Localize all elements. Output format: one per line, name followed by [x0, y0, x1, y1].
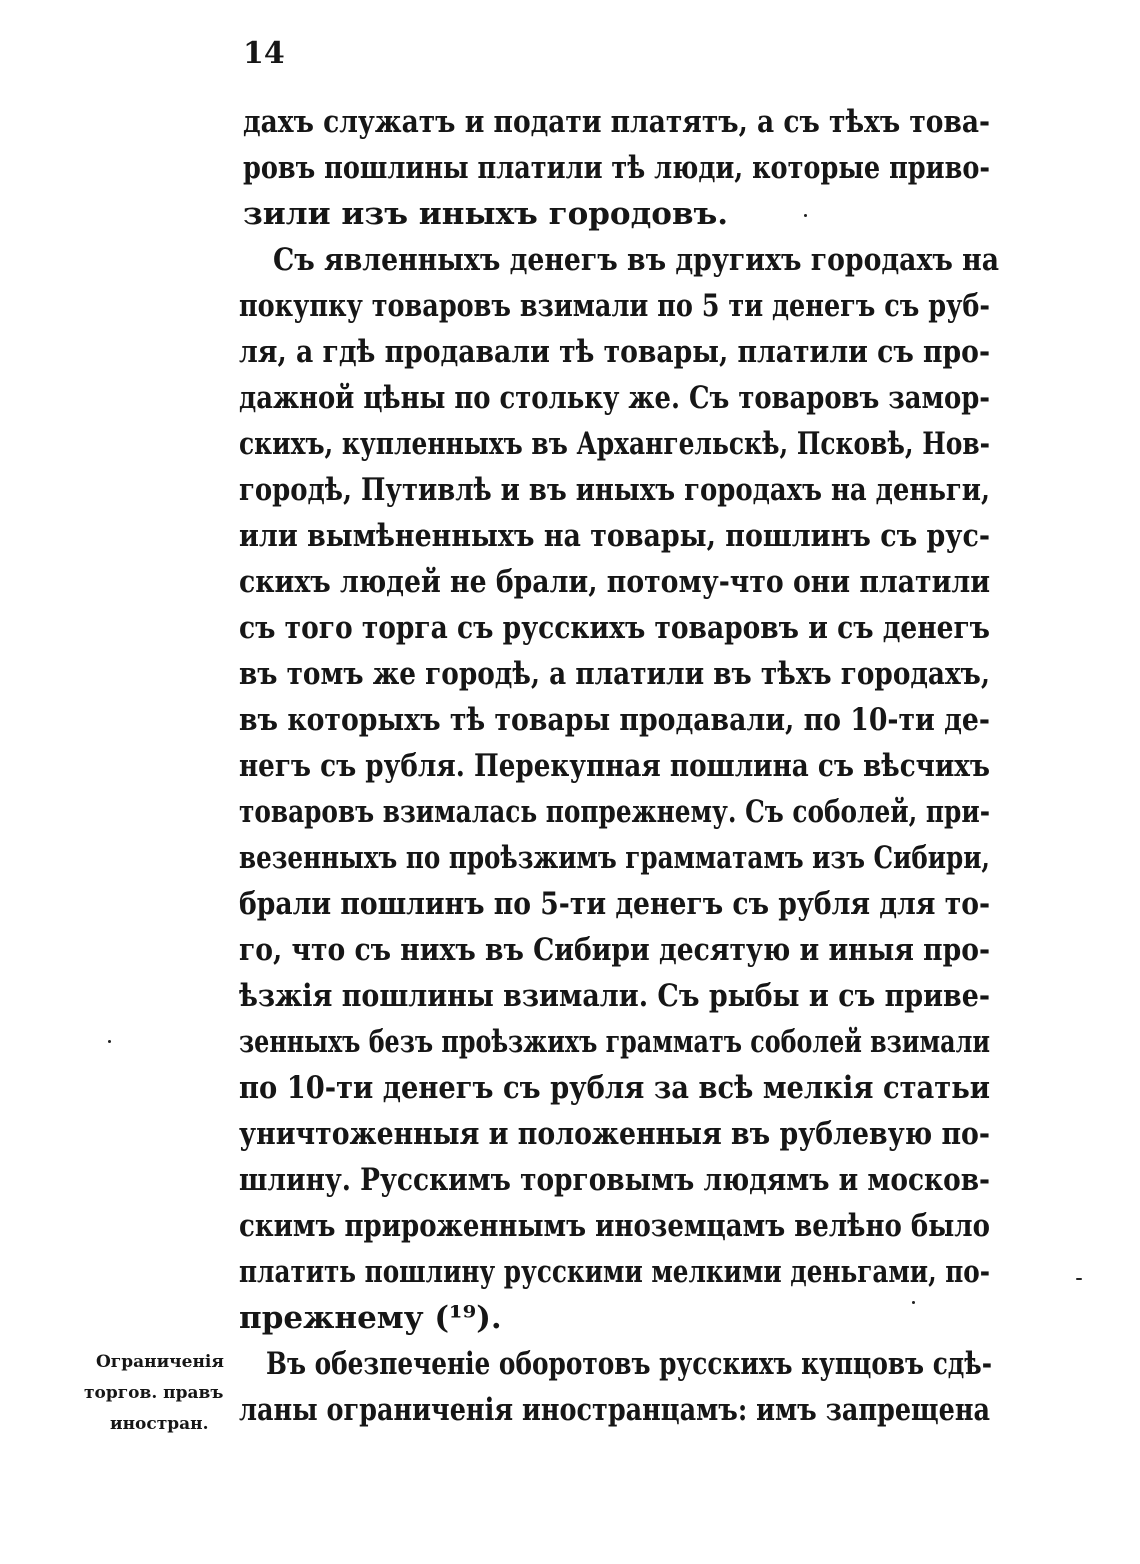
- paper-speck: [1076, 1278, 1082, 1280]
- text-line: дажной цѣны по стольку же. Съ товаровъ замор-: [239, 380, 990, 416]
- text-line: покупку товаровъ взимали по 5 ти денегъ съ руб-: [239, 288, 990, 324]
- text-line: въ которыхъ тѣ товары продавали, по 10-ти де-: [239, 702, 990, 738]
- margin-note-line: иностран.: [110, 1414, 209, 1434]
- margin-note-line: Ограниченія: [96, 1352, 224, 1372]
- text-line: платить пошлину русскими мелкими деньгами, по-: [239, 1254, 990, 1290]
- paper-speck: [912, 1301, 915, 1304]
- text-line: негъ съ рубля. Перекупная пошлина съ вѣсчихъ: [239, 748, 990, 784]
- text-line: шлину. Русскимъ торговымъ людямъ и москов-: [239, 1162, 990, 1198]
- text-line: ля, а гдѣ продавали тѣ товары, платили съ про-: [239, 334, 990, 370]
- text-line: брали пошлинъ по 5-ти денегъ съ рубля для то-: [239, 886, 990, 922]
- text-line: уничтоженныя и положенныя въ рублевую по-: [239, 1116, 990, 1152]
- paper-speck: [804, 214, 807, 217]
- text-line: товаровъ взималась попрежнему. Съ соболей, при-: [239, 794, 990, 830]
- text-line: ровъ пошлины платили тѣ люди, которые приво-: [243, 150, 990, 186]
- text-line: городѣ, Путивлѣ и въ иныхъ городахъ на деньги,: [239, 472, 990, 508]
- paper-speck: [108, 1040, 111, 1043]
- text-line: го, что съ нихъ въ Сибири десятую и иныя про-: [239, 932, 990, 968]
- text-line: скихъ, купленныхъ въ Архангельскѣ, Псковѣ, Нов-: [239, 426, 990, 462]
- text-line: Въ обезпеченіе оборотовъ русскихъ купцовъ сдѣ-: [266, 1346, 992, 1382]
- margin-note-line: торгов. правъ: [84, 1383, 224, 1403]
- text-line: зенныхъ безъ проѣзжихъ грамматъ соболей взимали: [239, 1024, 990, 1060]
- text-line: по 10-ти денегъ съ рубля за всѣ мелкія статьи: [239, 1070, 990, 1106]
- text-line: скихъ людей не брали, потому-что они платили: [239, 564, 990, 600]
- text-line: ланы ограниченія иностранцамъ: имъ запрещена: [239, 1392, 990, 1428]
- text-line: съ того торга съ русскихъ товаровъ и съ денегъ: [239, 610, 990, 646]
- text-line: или вымѣненныхъ на товары, пошлинъ съ рус-: [239, 518, 990, 554]
- text-line: Съ явленныхъ денегъ въ другихъ городахъ на: [273, 242, 999, 278]
- text-line: дахъ служатъ и подати платятъ, а съ тѣхъ това-: [243, 104, 990, 140]
- text-line: въ томъ же городѣ, а платили въ тѣхъ городахъ,: [239, 656, 990, 692]
- text-line: прежнему (¹⁹).: [239, 1300, 502, 1336]
- text-line: зили изъ иныхъ городовъ.: [243, 196, 729, 232]
- text-line: ѣзжія пошлины взимали. Съ рыбы и съ приве-: [239, 978, 990, 1014]
- text-line: скимъ прироженнымъ иноземцамъ велѣно было: [239, 1208, 990, 1244]
- text-line: везенныхъ по проѣзжимъ грамматамъ изъ Сибири,: [239, 840, 990, 876]
- page-number: 14: [243, 36, 285, 71]
